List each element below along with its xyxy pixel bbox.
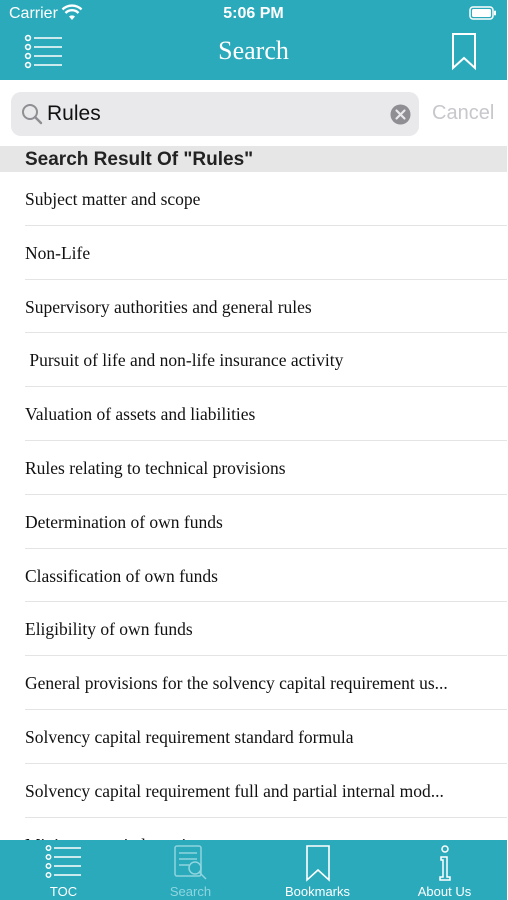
list-item[interactable]: Non-Life xyxy=(25,226,507,280)
list-item[interactable]: Determination of own funds xyxy=(25,495,507,549)
tab-search[interactable] xyxy=(127,840,254,900)
bookmark-icon[interactable] xyxy=(451,32,477,75)
bookmark-icon xyxy=(254,844,381,887)
list-item[interactable]: Solvency capital requirement standard formula xyxy=(25,710,507,764)
results-list xyxy=(0,172,507,840)
list-item[interactable]: Subject matter and scope xyxy=(25,172,507,226)
status-bar xyxy=(0,0,507,28)
tab-bar xyxy=(0,840,507,900)
tab-label: Search xyxy=(169,884,212,899)
clear-icon[interactable] xyxy=(390,104,411,130)
page-title: Search xyxy=(218,36,289,65)
list-item[interactable]: Rules relating to technical provisions xyxy=(25,441,507,495)
list-icon xyxy=(0,844,127,885)
tab-about-us[interactable] xyxy=(381,840,508,900)
list-item[interactable]: Classification of own funds xyxy=(25,549,507,603)
tab-label: TOC xyxy=(49,884,78,899)
search-field[interactable] xyxy=(11,92,419,136)
list-item[interactable]: Pursuit of life and non-life insurance activity xyxy=(25,333,507,387)
search-icon xyxy=(21,103,43,130)
nav-bar xyxy=(0,28,507,80)
carrier-label: Carrier xyxy=(9,5,58,22)
cancel-button[interactable]: Cancel xyxy=(432,102,495,124)
list-item[interactable]: General provisions for the solvency capital requirement us... xyxy=(25,656,507,710)
tab-toc[interactable] xyxy=(0,840,127,900)
tab-bookmarks[interactable] xyxy=(254,840,381,900)
list-item[interactable]: Eligibility of own funds xyxy=(25,602,507,656)
search-doc-icon xyxy=(127,844,254,887)
battery-icon xyxy=(469,6,497,25)
info-icon xyxy=(381,844,508,887)
tab-label: Bookmarks xyxy=(284,884,351,899)
search-input[interactable] xyxy=(47,92,377,136)
tab-label: About Us xyxy=(417,884,472,899)
list-item[interactable]: Valuation of assets and liabilities xyxy=(25,387,507,441)
search-bar xyxy=(0,80,507,146)
status-time: 5:06 PM xyxy=(223,5,284,22)
list-item[interactable]: Solvency capital requirement full and partial internal mod... xyxy=(25,764,507,818)
top-bar xyxy=(0,0,507,80)
results-header: Search Result Of "Rules" xyxy=(0,146,507,172)
list-item[interactable]: Supervisory authorities and general rules xyxy=(25,280,507,334)
